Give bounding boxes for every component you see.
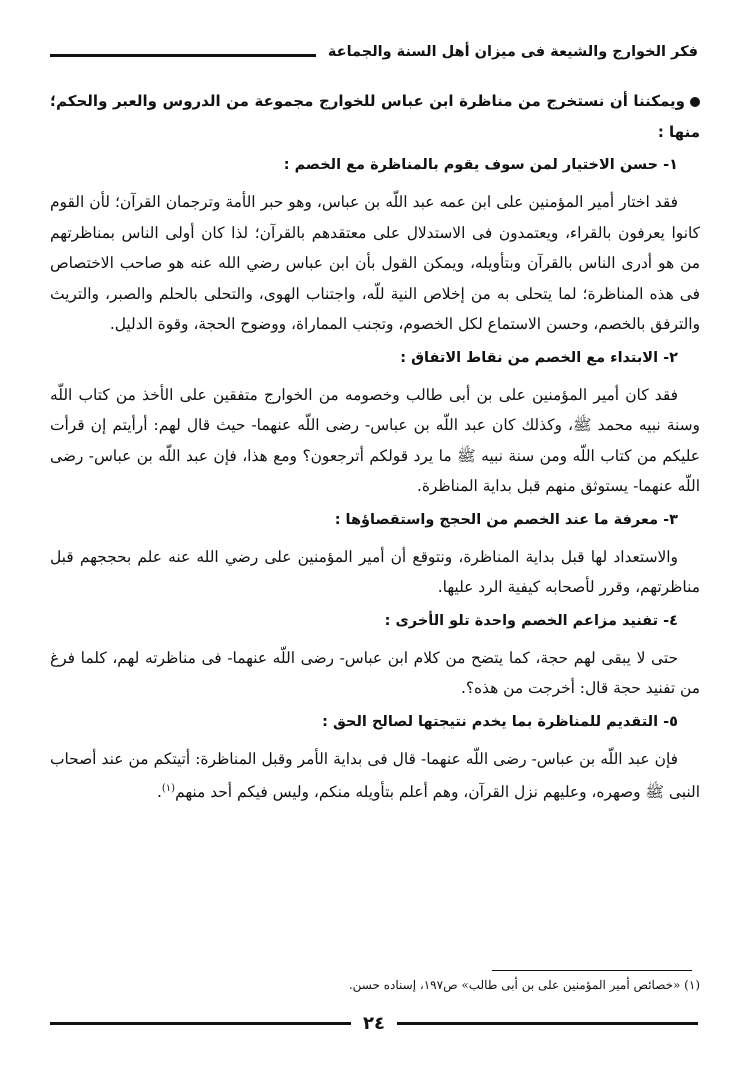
page-footer xyxy=(50,1010,698,1036)
header-rule xyxy=(50,54,316,57)
section-heading-3: ٣- معرفة ما عند الخصم من الحجج واستقصاؤها : xyxy=(334,511,678,528)
section-heading-1: ١- حسن الاختيار لمن سوف يقوم بالمناظرة مع الخصم : xyxy=(283,157,678,173)
section-heading-4: ٤- تفنيد مزاعم الخصم واحدة تلو الأخرى : xyxy=(384,612,678,629)
intro-paragraph xyxy=(50,86,700,147)
running-header xyxy=(50,40,698,64)
section-heading-2: ٢- الابتداء مع الخصم من نقاط الاتفاق : xyxy=(400,349,678,366)
section-text-4: حتى لا يبقى لهم حجة، كما يتضح من كلام ابن عباس- رضى اللّه عنهما- فى مناظرته لهم، كلما فرغ من تفنيد حجة قال: أخرجت من هذه؟. xyxy=(50,648,700,697)
section-text-3: والاستعداد لها قبل بداية المناظرة، ونتوقع أن أمير المؤمنين على رضي الله عنه علم بحججهم قبل مناظرتهم، وقرر لأصحابه كيفية الرد عليها. xyxy=(50,547,700,596)
footer-rule-right xyxy=(397,1022,698,1025)
section-text-1: فقد اختار أمير المؤمنين على ابن عمه عبد اللّه بن عباس، وهو حبر الأمة وترجمان القرآن؛ لأن القوم كانوا يعرفون بالقراء، ويعتمدون فى الاستدلال على معتقدهم بالقرآن؛ لذا كان أولى الناس بمناظرتهم من هو أدرى الناس بالقرآن وبتأويله، ويمكن القول بأن ابن عباس رضي الله عنه هو صاحب الاختصاص فى هذه المناظرة؛ لما يتحلى به من إخلاص النية للّه، واجتناب الهوى، والتحلى بالحلم والصبر، والتريث والترفق بالخصم، وحسن الاستماع لكل الخصوم، وتجنب المماراة، ووضوح الحجة، وقوة الدليل. xyxy=(50,193,700,333)
section-heading-5: ٥- التقديم للمناظرة بما يخدم نتيجتها لصالح الحق : xyxy=(322,713,678,730)
section-text-2: فقد كان أمير المؤمنين على بن أبى طالب وخصومه من الخوارج متفقين على الأخذ من كتاب اللّه وسنة نبيه محمد ﷺ، وكذلك كان عبد اللّه بن عباس- رضى اللّه عنهما- حيث قال لهم: أرأيتم إن قرأت عليكم من كتاب اللّه ومن سنة نبيه ﷺ ما يرد قولكم أترجعون؟ ومع هذا، فإن عبد اللّه بن عباس- رضى اللّه عنهما- يستوثق منهم قبل بداية المناظرة. xyxy=(50,385,700,495)
page-body xyxy=(50,86,700,811)
footnote-rule xyxy=(492,970,692,971)
page-number: ٢٤ xyxy=(363,1012,385,1034)
section-text-5-body: فإن عبد اللّه بن عباس- رضى اللّه عنهما- قال فى بداية الأمر وقبل المناظرة: أتيتكم من عند أصحاب النبى ﷺ وصهره، وعليهم نزل القرآن، وهم أعلم بتأويله منكم، وليس فيكم أحد منهم xyxy=(50,749,700,802)
intro-text: ويمكننا أن نستخرج من مناظرة ابن عباس للخوارج مجموعة من الدروس والعبر والحكم؛ منها : xyxy=(50,92,700,141)
section-text-5 xyxy=(50,744,700,808)
bullet-icon xyxy=(690,97,700,107)
footnote: (١) «خصائص أمير المؤمنين على بن أبى طالب» ص١٩٧، إسناده حسن. xyxy=(348,978,700,992)
running-title: فكر الخوارج والشيعة فى ميزان أهل السنة والجماعة xyxy=(327,44,698,60)
footnote-marker[interactable]: (١) xyxy=(161,783,176,794)
section-text-5-tail: . xyxy=(156,783,162,802)
footer-rule-left xyxy=(50,1022,351,1025)
